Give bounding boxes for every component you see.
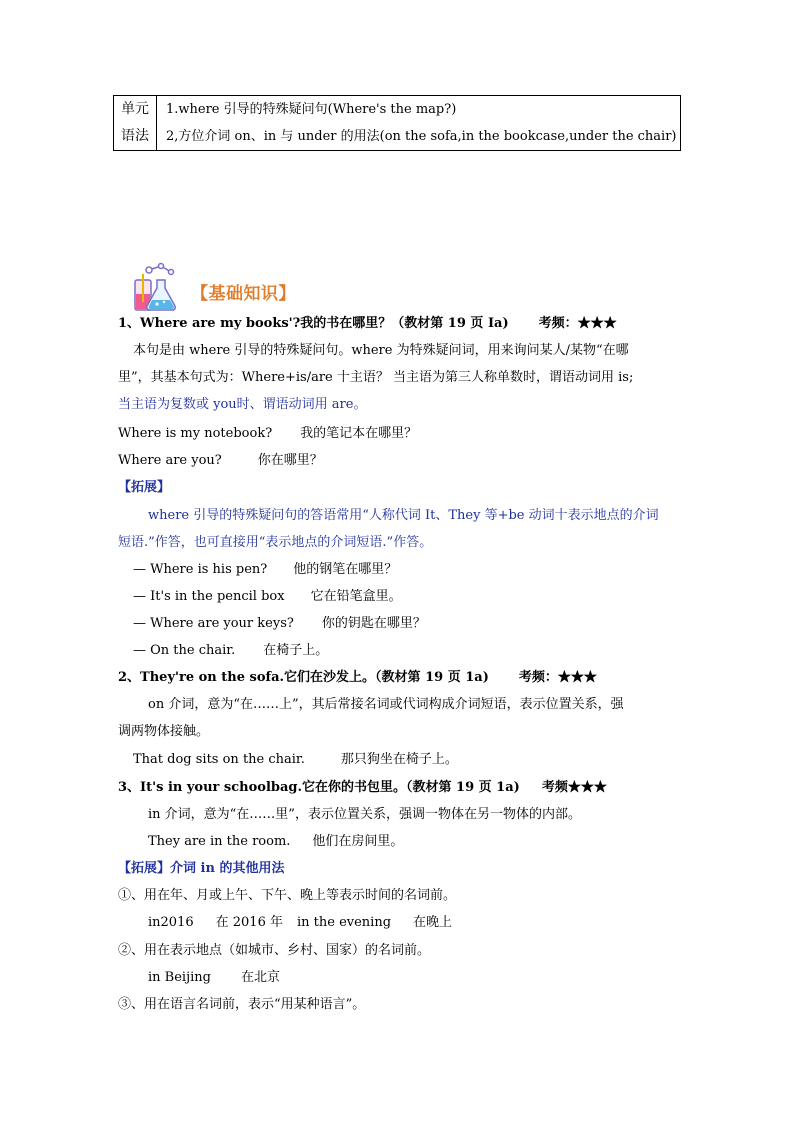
p3-usage-1a-cn: 在 2016 年 [215,915,283,930]
p3-example-cn: 他们在房间里。 [312,834,404,849]
p3-expand-heading: 【拓展】介词 in 的其他用法 [118,861,285,876]
p3-body: in 介词，意为“在……里”，表示位置关系，强调一物体在另一物体的内部。 [148,807,581,822]
p2-example [133,750,458,770]
p1-frequency: 考频：★★★ [538,316,617,331]
p1-example-1 [118,424,417,444]
p3-frequency: 考频★★★ [541,780,607,795]
p3-usage-1a-en: in2016 [148,915,194,930]
p3-example [148,832,403,852]
p3-heading: 3、It's in your schoolbag.它在你的书包里。（教材第 19 页 1a) [118,780,520,795]
p1-body-2: 里”，其基本句式为：Where+is/are 十主语？ 当主语为第三人称单数时，谓语动词用 is; [118,370,634,385]
p2-heading: 2、They're on the sofa.它们在沙发上。（教材第 19 页 1a) [118,670,489,685]
p3-usage-1b-en: in the evening [296,915,392,930]
p1-heading-row [118,314,617,334]
p1-dialog-1-cn: 他的钢笔在哪里？ [293,562,398,577]
p3-heading-row [118,778,607,798]
p3-usage-2-example [148,968,280,988]
table-label-cell [114,96,157,151]
p1-dialog-4-en: — On the chair. [133,643,236,658]
p1-dialog-2 [133,587,402,607]
p3-usage-1-examples [148,913,452,933]
p3-example-en: They are in the room. [148,834,291,849]
p2-frequency: 考频：★★★ [518,670,597,685]
p3-usage-2: ②、用在表示地点（如城市、乡村、国家）的名词前。 [118,943,431,958]
p1-heading: 1、Where are my books'?我的书在哪里？（教材第 19 页 Ia) [118,316,509,331]
p3-usage-1: ①、用在年、月或上午、下午、晚上等表示时间的名词前。 [118,888,457,903]
p1-example-1-en: Where is my notebook? [118,426,273,441]
p1-expand-label: 【拓展】 [118,480,171,495]
p1-dialog-1 [133,560,397,580]
p1-dialog-2-en: — It's in the pencil box [133,589,285,604]
p3-usage-2-en: in Beijing [148,970,211,985]
p1-dialog-3 [133,614,426,634]
p3-usage-1b-cn: 在晚上 [413,915,453,930]
p1-dialog-1-en: — Where is his pen? [133,562,268,577]
p2-body-2: 调两物体接触。 [118,724,210,739]
p1-expand-1: where 引导的特殊疑问句的答语常用“人称代词 It、They 等+be 动词十表示地点的介词 [148,508,659,523]
p2-example-en: That dog sits on the chair. [133,752,305,767]
table-label-top: 单元 [121,101,149,117]
p1-dialog-3-cn: 你的钥匙在哪里？ [321,616,426,631]
unit-grammar-table [113,95,681,151]
p1-body-3 [118,395,366,415]
p1-expand-2: 短语.”作答，也可直接用“表示地点的介词短语.”作答。 [118,535,433,550]
p1-body-3-text: 当主语为复数或 you时、谓语动词用 are。 [118,397,367,412]
p1-example-2-cn: 你在哪里？ [257,453,323,468]
p2-example-cn: 那只狗坐在椅子上。 [340,752,458,767]
table-label-bottom: 语法 [121,128,149,144]
p3-usage-2-cn: 在北京 [240,970,280,985]
grammar-item-2: 2,方位介词 on、in 与 under 的用法(on the sofa,in the bookcase,under the chair) [166,129,677,144]
p2-heading-row [118,668,597,688]
section-header [127,262,327,314]
grammar-item-1: 1.where 引导的特殊疑问句(Where's the map?) [166,102,457,117]
p1-dialog-4-cn: 在椅子上。 [263,643,329,658]
table-content-cell [157,96,681,151]
p2-body-1: on 介词，意为“在……上”，其后常接名词或代词构成介词短语，表示位置关系，强 [148,697,624,712]
p1-dialog-3-en: — Where are your keys? [133,616,294,631]
p1-dialog-2-cn: 它在铅笔盒里。 [310,589,402,604]
flask-icon [127,262,185,314]
p1-example-2-en: Where are you? [118,453,222,468]
section-title: 【基础知识】 [191,284,296,304]
p1-dialog-4 [133,641,328,661]
p1-body-1: 本句是由 where 引导的特殊疑问句。where 为特殊疑问词，用来询问某人/某物“在哪 [133,343,629,358]
p3-usage-3: ③、用在语言名词前，表示“用某种语言”。 [118,997,366,1012]
p1-example-1-cn: 我的笔记本在哪里？ [300,426,418,441]
p1-example-2 [118,451,323,471]
